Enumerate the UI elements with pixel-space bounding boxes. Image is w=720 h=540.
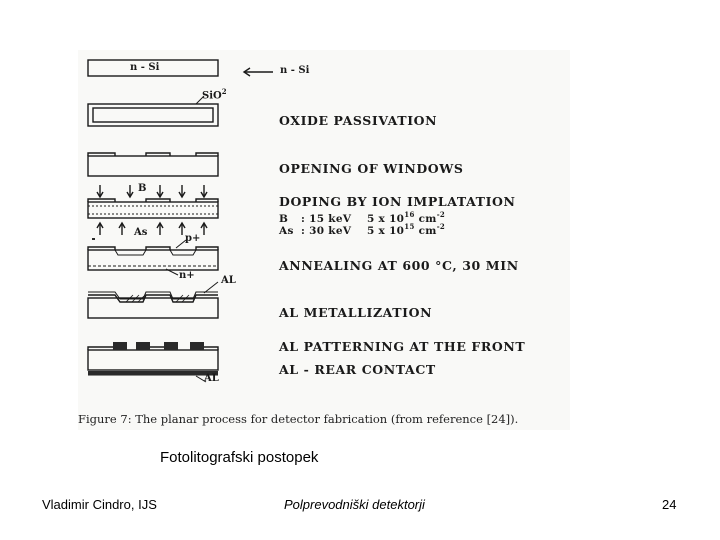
page-number: 24: [662, 497, 677, 512]
step-al-metallization: AL METALLIZATION: [279, 305, 433, 320]
dose-arsenic: As : 30 keV 5 x $10^{15}$ $cm^{-2}$: [279, 222, 446, 237]
slide-title: Fotolitografski postopek: [160, 449, 319, 466]
p-plus-region-left: [115, 250, 146, 255]
step-al-rear-contact: AL - REAR CONTACT: [279, 362, 436, 377]
step-oxide-passivation: OXIDE PASSIVATION: [279, 113, 438, 128]
dose-boron: B : 15 keV 5 x $10^{16}$ $cm^{-2}$: [279, 210, 446, 225]
boron-arrows: [97, 185, 207, 197]
al-pad-left: [113, 342, 127, 350]
doping-substrate: [88, 202, 218, 218]
p-plus-label: p+: [185, 233, 201, 244]
step-doping: DOPING BY ION IMPLATATION: [279, 194, 516, 209]
pattern-substrate: [88, 350, 218, 370]
process-figure: [78, 50, 570, 430]
anneal-substrate: [88, 250, 218, 270]
step-annealing: ANNEALING AT 600 °C, 30 MIN: [279, 258, 519, 273]
footer-author: Vladimir Cindro, IJS: [42, 497, 157, 512]
p-plus-region-right: [170, 250, 196, 255]
footer-topic: Polprevodniški detektorji: [284, 497, 425, 512]
al-pad-mid-left: [136, 342, 150, 350]
oxide-label: SiO$^2$: [202, 87, 227, 102]
substrate-pointer-label: n - Si: [280, 65, 310, 76]
step-opening-windows: OPENING OF WINDOWS: [279, 161, 464, 176]
n-plus-label: n+: [179, 270, 195, 281]
metal-substrate: [88, 298, 218, 318]
rear-contact-fill: [88, 371, 218, 375]
windows-substrate: [88, 156, 218, 176]
al-pad-mid-right: [164, 342, 178, 350]
oxide-inner-box: [93, 108, 213, 122]
al-pad-right: [190, 342, 204, 350]
boron-label: B: [138, 183, 147, 194]
al-top-pointer: [204, 282, 218, 293]
figure-caption: Figure 7: The planar process for detector fabrication (from reference [24]).: [78, 412, 519, 426]
step-al-patterning: AL PATTERNING AT THE FRONT: [279, 339, 526, 354]
al-top-label: AL: [221, 275, 236, 286]
arsenic-label: As: [134, 227, 148, 238]
substrate-box-label: n - Si: [130, 62, 160, 73]
al-bottom-label: AL: [204, 373, 219, 384]
